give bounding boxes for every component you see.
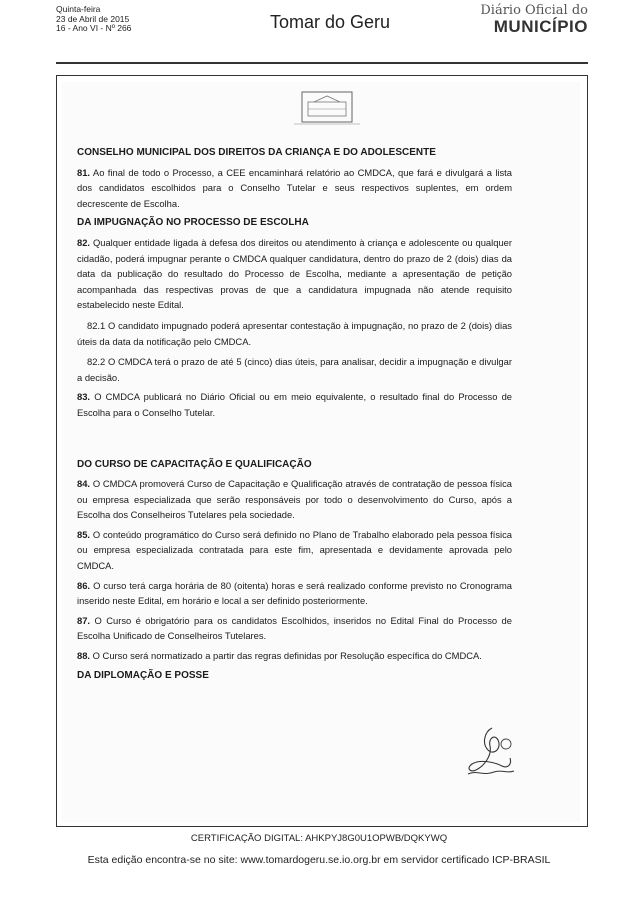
item-text: O conteúdo programático do Curso será definido no Plano de Trabalho elaborado pela pessoa física ou empresa especializada contratada para este fim, apresentada e devidamente aprovada pelo CMDCA. xyxy=(77,528,512,572)
heading-diplomacao: DA DIPLOMAÇÃO E POSSE xyxy=(77,669,209,681)
item-number: 86. xyxy=(77,579,91,591)
header-date: 23 de Abril de 2015 xyxy=(56,13,130,24)
municipal-seal-icon xyxy=(284,88,370,126)
logo-line-1: Diário Oficial do xyxy=(480,3,588,18)
paragraph-84 xyxy=(77,476,512,523)
paragraph-82-1: 82.1 O candidato impugnado poderá apresentar contestação à impugnação, no prazo de 2 (dois) dias úteis da data da notificação pelo CMDCA. xyxy=(77,319,512,347)
item-number: 84. xyxy=(77,478,91,490)
item-number: 85. xyxy=(77,528,91,540)
header-edition: 16 - Ano VI - Nº 266 xyxy=(56,23,132,33)
header-weekday: Quinta-feira xyxy=(56,4,101,14)
item-text: O CMDCA publicará no Diário Oficial ou em meio equivalente, o resultado final do Processo de Escolha para o Conselho Tutelar. xyxy=(77,391,512,418)
paragraph-87 xyxy=(77,613,512,644)
item-number: 81. xyxy=(77,166,91,178)
paragraph-86 xyxy=(77,578,512,609)
paragraph-82-2: 82.2 O CMDCA terá o prazo de até 5 (cinco) dias úteis, para analisar, decidir a impugnação e divulgar a decisão. xyxy=(77,356,512,383)
paragraph-81 xyxy=(77,165,512,212)
item-text: Ao final de todo o Processo, a CEE encaminhará relatório ao CMDCA, que fará e divulgará a lista dos candidatos escolhidos para o Conselho Tutelar e seus respectivos suplentes, em ordem decrescente de Escolha. xyxy=(77,166,512,209)
item-number: 82. xyxy=(77,236,91,248)
logo-line-2: MUNICÍPIO xyxy=(493,17,588,36)
item-text: O Curso será normatizado a partir das regras definidas por Resolução específica do CMDCA. xyxy=(90,650,482,662)
item-text: Qualquer entidade ligada à defesa dos direitos ou atendimento à criança e adolescente ou qualquer cidadão, poderá impugnar perante o CMDCA qualquer candidatura, dentro do prazo de 2 (dois) dias da data da publicação do resultado do Processo de Escolha, mediante a apresentação de petição acompanhada das respectivas provas de que a candidatura impugnada não atende requisito estabelecido neste Edital. xyxy=(77,236,512,311)
heading-council: CONSELHO MUNICIPAL DOS DIREITOS DA CRIANÇA E DO ADOLESCENTE xyxy=(77,147,436,158)
item-text: O curso terá carga horária de 80 (oitenta) horas e será realizado conforme previsto no Cronograma inserido neste Edital, em horário e local a ser definido posteriormente. xyxy=(77,579,512,607)
footer-site-notice: Esta edição encontra-se no site: www.tomardogeru.se.io.org.br em servidor certificado ICP-BRASIL xyxy=(87,854,551,866)
digital-certification: CERTIFICAÇÃO DIGITAL: AHKPYJ8G0U1OPWB/DQKYWQ xyxy=(190,833,448,844)
header-divider xyxy=(56,62,588,64)
header-info xyxy=(56,5,131,34)
paragraph-82 xyxy=(77,235,512,313)
item-number: 83. xyxy=(77,391,91,403)
page-title: Tomar do Geru xyxy=(270,12,391,32)
item-text: O CMDCA promoverá Curso de Capacitação e Qualificação através de contratação de pessoa física ou empresa especializada que serão responsáveis por todo o desenvolvimento do Curso, após a Escolha dos Conselheiros Tutelares pela sociedade. xyxy=(77,478,512,521)
handwritten-signature-icon xyxy=(454,722,524,782)
item-text: O Curso é obrigatório para os candidatos Escolhidos, inseridos no Edital Final do Processo de Escolha Unificado de Conselheiros Tutelares. xyxy=(77,614,512,642)
diario-oficial-logo xyxy=(470,3,588,36)
heading-impugnacao: DA IMPUGNAÇÃO NO PROCESSO DE ESCOLHA xyxy=(77,217,309,229)
item-number: 87. xyxy=(77,614,91,626)
paragraph-83 xyxy=(77,389,512,420)
paragraph-85 xyxy=(77,527,512,574)
heading-curso: DO CURSO DE CAPACITAÇÃO E QUALIFICAÇÃO xyxy=(77,458,312,470)
item-number: 88. xyxy=(77,650,91,662)
paragraph-88 xyxy=(77,648,512,664)
document-body xyxy=(77,145,512,683)
